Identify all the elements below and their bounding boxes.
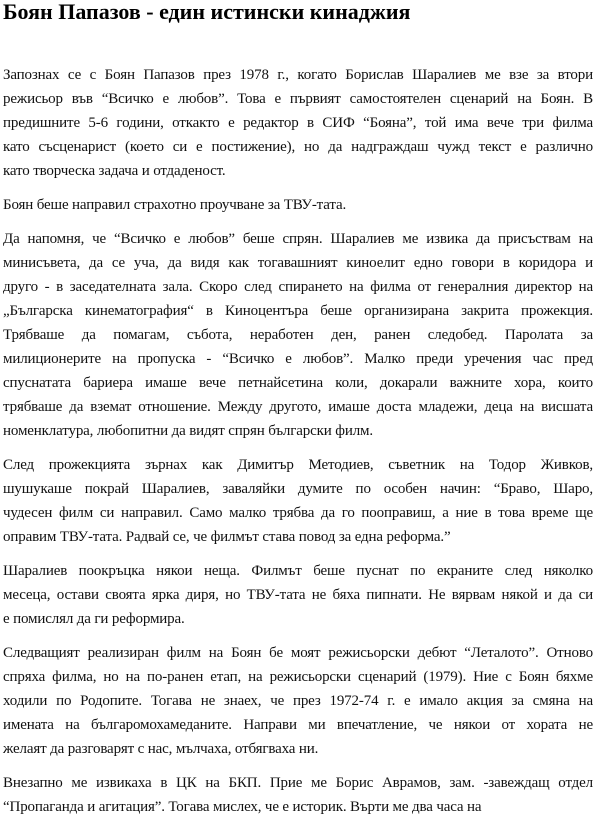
text-line: е помислял да ги реформира. [3,611,185,627]
paragraph [3,63,593,183]
text-line: Боян беше направил страхотно проучване за ТВУ-тата. [3,197,347,213]
text-line: предишните 5-6 години, откакто е редактор в СИФ “Бояна”, той има вече три филма [3,115,593,131]
text-line: Трябваше да помагам, събота, неработен ден, ранен следобед. Паролата за [3,327,593,343]
document-title: Боян Папазов - един истински кинаджия [3,0,411,24]
text-line: Да напомня, че “Всичко е любов” беше спрян. Шаралиев ме извика да присъствам на [3,231,593,247]
text-line: друго - в заседателната зала. Скоро след спирането на филма от генералния директор на [3,279,593,295]
paragraph [3,193,593,217]
text-line: милиционерите на пропуска - “Всичко е любов”. Малко преди уречения час пред [3,351,593,367]
text-line: трябваше да вземат отношение. Между другото, имаше доста младежи, деца на висшата [3,399,593,415]
paragraph [3,559,593,631]
text-line: като творческа задача и отдаденост. [3,163,226,179]
text-line: “Пропаганда и агитация”. Тогава мислех, че е историк. Върти ме два часа на [3,799,482,815]
paragraph [3,641,593,761]
paragraph [3,771,593,819]
text-line: спуснатата бариера имаше вече петнайсетина коли, докарали важните хора, които [3,375,593,391]
text-line: След прожекцията зърнах как Димитър Методиев, съветник на Тодор Живков, [3,457,593,473]
text-line: спряха филма, но на по-ранен етап, на режисьорски сценарий (1979). Ние с Боян бяхме [3,669,593,685]
text-line: месеца, остави своята ярка диря, но ТВУ-тата не бяха пипнати. Не вярвам някой и да си [3,587,593,603]
text-line: шушукаше покрай Шаралиев, заваляйки думите по особен начин: “Браво, Шаро, [3,481,593,497]
text-line: ходили по Родопите. Тогава не знаех, че през 1972-74 г. е имало акция за смяна на [3,693,593,709]
text-line: Следващият реализиран филм на Боян бе моят режисьорски дебют “Леталото”. Отново [3,645,593,661]
text-line: режисьор във “Всичко е любов”. Това е първият самостоятелен сценарий на Боян. В [3,91,593,107]
text-line: номенклатура, любопитни да видят спрян български филм. [3,423,373,439]
text-line: оправим ТВУ-тата. Радвай се, че филмът става повод за една реформа.” [3,529,451,545]
text-line: желаят да разговарят с нас, мълчаха, отбягваха ни. [3,741,319,757]
text-line: минисъвета, да се уча, да видя как тогавашният киноелит едно говори в коридора и [3,255,593,271]
paragraph [3,227,593,443]
text-line: Шаралиев поокръцка някои неща. Филмът беше пуснат по екраните след няколко [3,563,593,579]
text-line: Внезапно ме извикаха в ЦК на БКП. Прие ме Борис Аврамов, зам. -завеждащ отдел [3,775,593,791]
document-body [3,63,593,829]
text-line: като съсценарист (което си е постижение), но да надграждаш чужд текст е различно [3,139,593,155]
paragraph [3,453,593,549]
text-line: чудесен филм си направил. Само малко трябва да го пооправиш, а ние в това време ще [3,505,593,521]
text-line: имената на българомохамеданите. Направи ми впечатление, че някои от хората не [3,717,593,733]
text-line: Запознах се с Боян Папазов през 1978 г., когато Борислав Шаралиев ме взе за втори [3,67,593,83]
text-line: „Българска кинематография“ в Киноцентъра беше организирана закрита прожекция. [3,303,593,319]
